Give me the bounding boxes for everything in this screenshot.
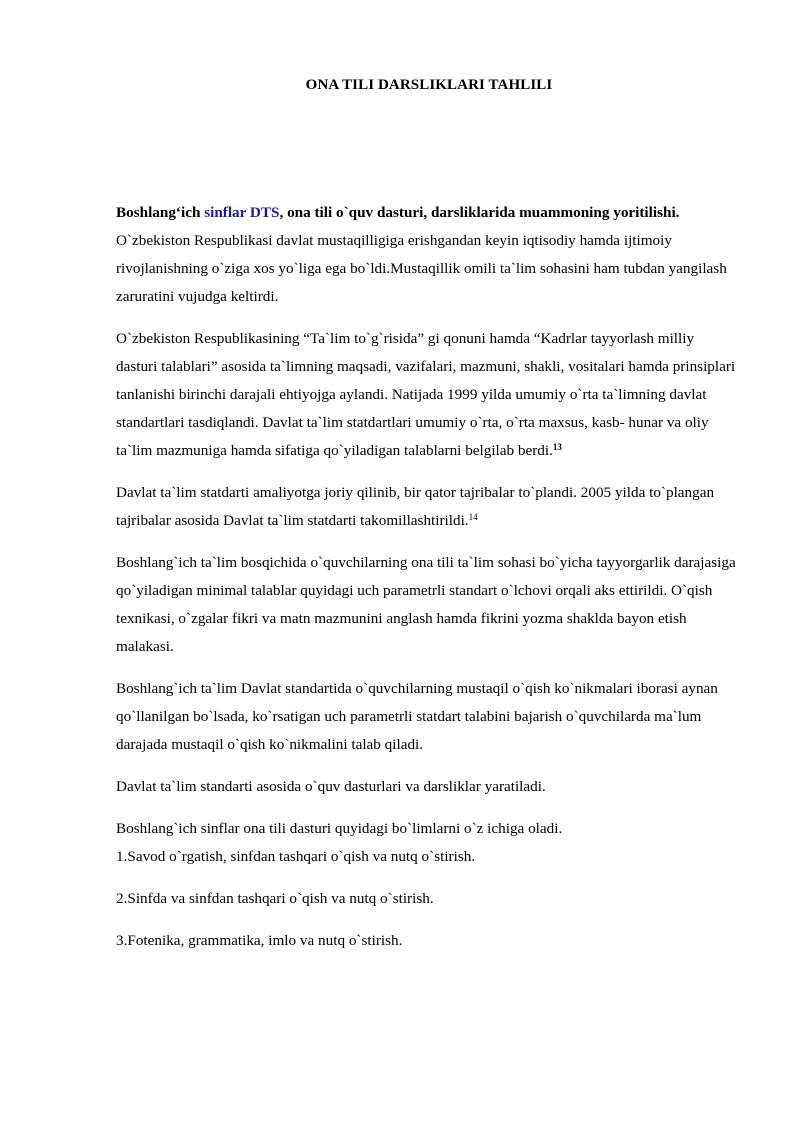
heading-text-start: Boshlang‘ich [116, 204, 205, 221]
paragraph-2 [116, 325, 736, 465]
document-body [116, 199, 736, 955]
paragraph-6: Davlat ta`lim standarti asosida o`quv dasturlari va darsliklar yaratiladi. [116, 778, 546, 795]
paragraph-2-text: O`zbekiston Respublikasining “Ta`lim to`g`risida” gi qonuni hamda “Kadrlar tayyorlash milliy dasturi talablari” asosida ta`limning maqsadi, vazifalari, mazmuni, shakli, vositalari hamda prinsiplari tanlanishi birinchi darajali ehtiyojga aylandi. Natijada 1999 yilda umumiy o`rta ta`limning davlat standartlari tasdiqlandi. Davlat ta`lim statdartlari umumiy o`rta, o`rta maxsus, kasb- hunar va oliy ta`lim mazmuniga hamda sifatiga qo`yiladigan talablarni belgilab berdi. [116, 330, 736, 459]
document-title: ONA TILI DARSLIKLARI TAHLILI [305, 77, 553, 93]
list-item: 1.Savod o`rgatish, sinfdan tashqari o`qish va nutq o`stirish. [116, 848, 476, 865]
paragraph-3-text: Davlat ta`lim statdarti amaliyotga joriy qilinib, bir qator tajribalar to`plandi. 2005 yilda to`plangan tajribalar asosida Davlat ta`lim statdarti takomillashtirildi. [116, 484, 715, 529]
paragraph-7: Boshlang`ich sinflar ona tili dasturi quyidagi bo`limlarni o`z ichiga oladi. [116, 820, 563, 837]
paragraph-1: O`zbekiston Respublikasi davlat mustaqilligiga erishgandan keyin iqtisodiy hamda ijtimoiy rivojlanishning o`ziga xos yo`liga ega bo`ldi.Mustaqillik omili ta`lim sohasini ham tubdan yangilash zaruratini vujudga keltirdi. [116, 232, 727, 305]
paragraph-4: Boshlang`ich ta`lim bosqichida o`quvchilarning ona tili ta`lim sohasi bo`yicha tayyorgarlik darajasiga qo`yiladigan minimal talablar quyidagi uch parametrli standart o`lchovi orqali aks ettirildi. O`qish texnikasi, o`zgalar fikri va matn mazmunini anglash hamda fikrini yozma shaklda bayon etish malakasi. [116, 554, 736, 655]
heading-text-end: , ona tili o`quv dasturi, darsliklarida muammoning yoritilishi. [279, 204, 680, 221]
paragraph-5: Boshlang`ich ta`lim Davlat standartida o`quvchilarning mustaqil o`qish ko`nikmalari iborasi aynan qo`llanilgan bo`lsada, ko`rsatigan uch parametrli statdart talabini bajarish o`quvchilarda ma`lum darajada mustaqil o`qish ko`nikmalini talab qiladi. [116, 680, 718, 753]
paragraph-3 [116, 479, 736, 535]
list-item: 2.Sinfda va sinfdan tashqari o`qish va nutq o`stirish. [116, 890, 434, 907]
sections-list [116, 843, 736, 955]
footnote-ref-14[interactable]: 14 [468, 512, 478, 522]
heading-link-dts[interactable]: sinflar DTS [204, 204, 280, 221]
list-item: 3.Fotenika, grammatika, imlo va nutq o`stirish. [116, 932, 403, 949]
section-heading [116, 199, 736, 227]
footnote-ref-13[interactable]: 13 [552, 442, 562, 452]
